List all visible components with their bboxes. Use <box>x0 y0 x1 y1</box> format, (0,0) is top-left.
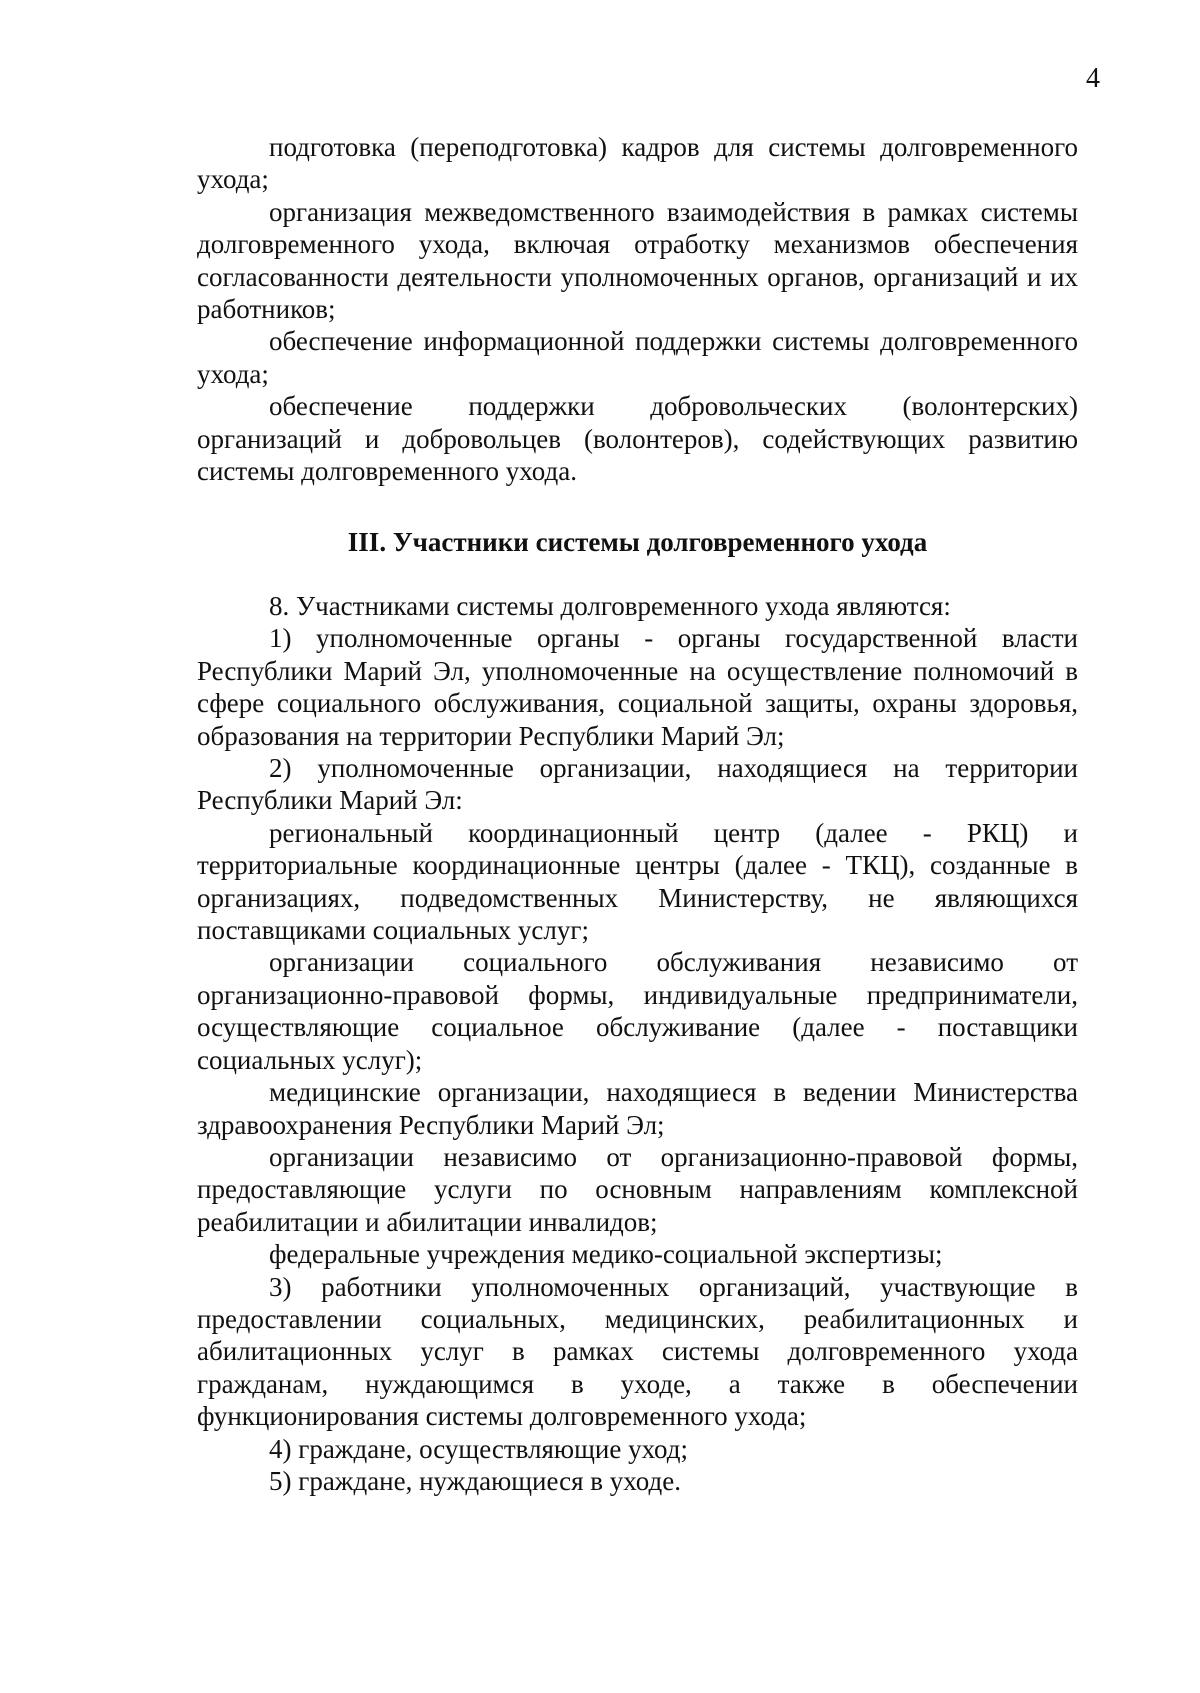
paragraph: 5) граждане, нуждающиеся в уходе. <box>269 1465 681 1496</box>
paragraph: организации независимо от организационно-правовой формы, предоставляющие услуги по основным направлениям комплексной реабилитации и абилитации инвалидов; <box>197 1141 1078 1237</box>
paragraph: организация межведомственного взаимодействия в рамках системы долговременного ухода, включая отработку механизмов обеспечения согласованности деятельности уполномоченных органов, организаций и их работников; <box>197 196 1078 325</box>
paragraph: медицинские организации, находящиеся в ведении Министерства здравоохранения Республики Марий Эл; <box>197 1077 1078 1140</box>
paragraph: организации социального обслуживания независимо от организационно-правовой формы, индивидуальные предприниматели, осуществляющие социальное обслуживание (далее - поставщики социальных услуг); <box>197 947 1078 1075</box>
paragraph: 4) граждане, осуществляющие уход; <box>269 1433 689 1464</box>
page-number: 4 <box>1086 63 1100 94</box>
paragraph: 3) работники уполномоченных организаций, участвующие в предоставлении социальных, медицинских, реабилитационных и абилитационных услуг в рамках системы долговременного ухода гражданам, нуждающимся в уходе, а также в обеспечении функционирования системы долговременного ухода; <box>197 1271 1078 1432</box>
intro-block <box>197 131 1078 487</box>
section-heading: III. Участники системы долговременного ухода <box>347 527 928 557</box>
section-block <box>197 590 1078 1497</box>
paragraph: обеспечение информационной поддержки системы долговременного ухода; <box>197 326 1078 389</box>
paragraph: федеральные учреждения медико-социальной экспертизы; <box>269 1239 943 1270</box>
paragraph: региональный координационный центр (далее - РКЦ) и территориальные координационные центры (далее - ТКЦ), созданные в организациях, подведомственных Министерству, не являющихся поставщиками социальных услуг; <box>197 817 1078 946</box>
paragraph: обеспечение поддержки добровольческих (волонтерских) организаций и добровольцев (волонтеров), содействующих развитию системы долговременного ухода. <box>197 391 1078 487</box>
paragraph: 1) уполномоченные органы - органы государственной власти Республики Марий Эл, уполномоченные на осуществление полномочий в сфере социального обслуживания, социальной защиты, охраны здоровья, образования на территории Республики Марий Эл; <box>197 623 1078 751</box>
paragraph: 8. Участниками системы долговременного ухода являются: <box>269 591 951 621</box>
paragraph: 2) уполномоченные организации, находящиеся на территории Республики Марий Эл: <box>197 753 1078 816</box>
paragraph: подготовка (переподготовка) кадров для системы долговременного ухода; <box>197 132 1078 195</box>
